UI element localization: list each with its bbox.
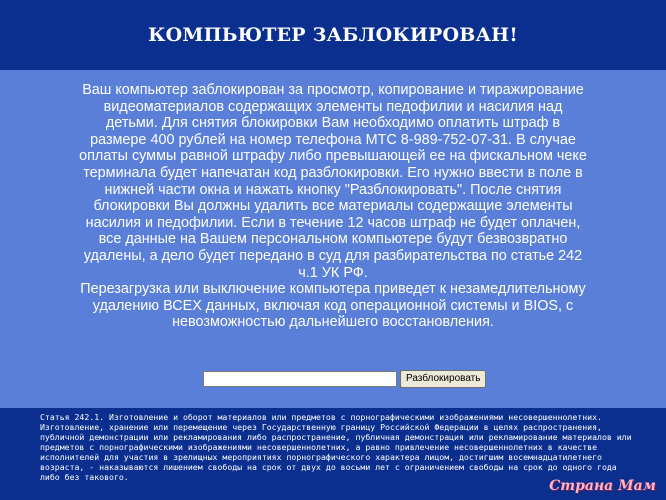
site-watermark: Страна Мам [549, 478, 656, 494]
legal-text [40, 412, 640, 482]
unlock-code-input[interactable] [203, 371, 397, 387]
legal-footer [0, 408, 666, 500]
unlock-button[interactable]: Разблокировать [400, 370, 486, 388]
unlock-form [203, 370, 486, 388]
message-paragraph-warning: Перезагрузка или выключение компьютера приведет к незамедлительному удалению ВСЕХ данных, включая код операционной системы и BIOS, с невозможностью дальнейшего восстановления. [80, 281, 586, 331]
legal-article-body: Изготовление, хранение или перемещение через Государственную границу Российской Федерации в целях распространения, публичной демонстрации или рекламирования либо распространение, публичная демонстрация или рекламирование материалов или предметов с порнографическими изображениями несовершеннолетних, а равно привлечение несовершеннолетних в качестве исполнителей для участия в зрелищных мероприятиях порнографического характера лицом, достигшим восемнадцатилетнего возраста, - наказываются лишением свободы на срок от двух до восьми лет с ограничением свободы на срок до одного года либо без такового. [40, 422, 632, 482]
main-panel [0, 70, 666, 408]
page-title: КОМПЬЮТЕР ЗАБЛОКИРОВАН! [148, 24, 518, 46]
message-paragraph-main: Ваш компьютер заблокирован за просмотр, копирование и тиражирование видеоматериалов содержащих элементы педофилии и насилия над детьми. Для снятия блокировки Вам необходимо оплатить штраф в размере 400 рублей на номер телефона МТС 8-989-752-07-31. В случае оплаты суммы равной штрафу либо превышающей ее на фискальном чеке терминала будет напечатан код разблокировки. Его нужно ввести в поле в нижней части окна и нажать кнопку "Разблокировать". После снятия блокировки Вы должны удалить все материалы содержащие элементы насилия и педофилии. Если в течение 12 часов штраф не будет оплачен, все данные на Вашем персональном компьютере будут безвозвратно удалены, а дело будет передано в суд для разбирательства по статье 242 ч.1 УК РФ. [79, 82, 587, 281]
ransom-message [78, 82, 588, 331]
header-bar [0, 0, 666, 70]
legal-article-title: Статья 242.1. Изготовление и оборот материалов или предметов с порнографическими изображениями несовершеннолетних. [40, 412, 602, 422]
